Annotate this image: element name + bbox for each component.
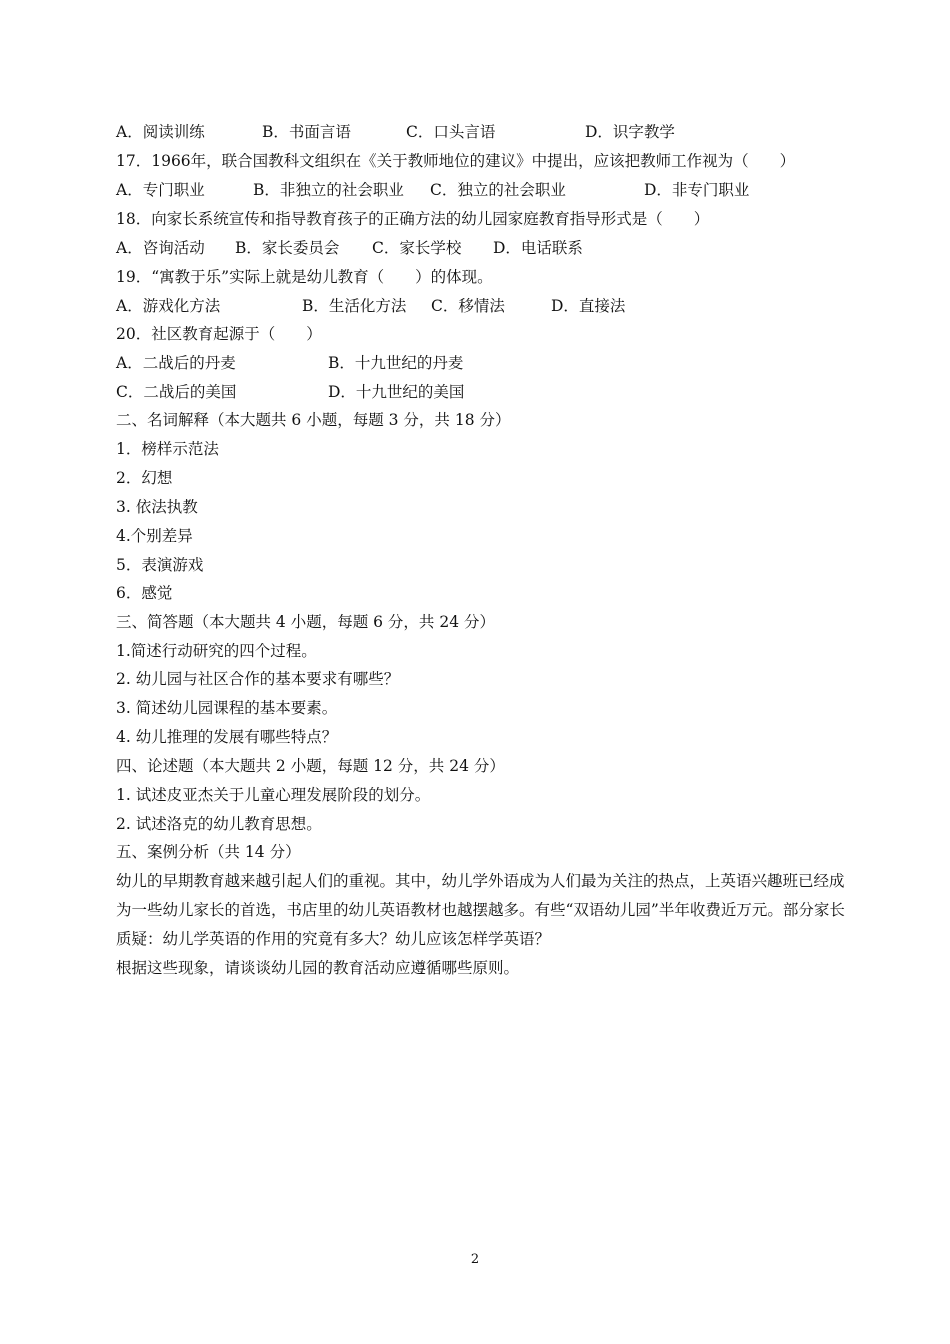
q19-option-d: D．直接法 — [551, 297, 626, 315]
q16-option-c: C．口头言语 — [406, 123, 496, 141]
section4-item: 2. 试述洛克的幼儿教育思想。 — [116, 815, 322, 833]
q17-option-d: D．非专门职业 — [644, 181, 750, 199]
q16-option-a: A．阅读训练 — [116, 123, 205, 141]
q20-option-b: B．十九世纪的丹麦 — [328, 354, 464, 372]
q18-option-c: C．家长学校 — [372, 239, 462, 257]
q19-option-b: B．生活化方法 — [302, 297, 407, 315]
q20-stem: 20．社区教育起源于（ ） — [116, 325, 322, 343]
section2-item: 5．表演游戏 — [116, 556, 204, 574]
q20-option-c: C．二战后的美国 — [116, 383, 237, 401]
page-number: 2 — [470, 1252, 480, 1267]
section3-item: 3. 简述幼儿园课程的基本要素。 — [116, 699, 338, 717]
section4-item: 1. 试述皮亚杰关于儿童心理发展阶段的划分。 — [116, 786, 431, 804]
q19-stem: 19．“寓教于乐”实际上就是幼儿教育（ ）的体现。 — [116, 268, 493, 286]
q16-option-d: D．识字教学 — [585, 123, 675, 141]
section2-item: 1．榜样示范法 — [116, 440, 219, 458]
section2-item: 4.个别差异 — [116, 527, 193, 545]
q18-option-d: D．电话联系 — [493, 239, 583, 257]
q18-option-b: B．家长委员会 — [235, 239, 340, 257]
section3-item: 1.简述行动研究的四个过程。 — [116, 642, 317, 660]
case-text: 幼儿的早期教育越来越引起人们的重视。其中，幼儿学外语成为人们最为关注的热点，上英语兴趣班已经成为一些幼儿家长的首选，书店里的幼儿英语教材也越摆越多。有些“双语幼儿园”半年收费近万元。部分家长质疑：幼儿学英语的作用的究竟有多大？幼儿应该怎样学英语？ — [116, 872, 845, 948]
q18-stem: 18．向家长系统宣传和指导教育孩子的正确方法的幼儿园家庭教育指导形式是（ ） — [116, 210, 710, 228]
q20-option-a: A．二战后的丹麦 — [116, 354, 236, 372]
q20-option-d: D．十九世纪的美国 — [328, 383, 465, 401]
q17-option-b: B．非独立的社会职业 — [253, 181, 404, 199]
section2-item: 2．幻想 — [116, 469, 173, 487]
section3-item: 2. 幼儿园与社区合作的基本要求有哪些？ — [116, 670, 400, 688]
q19-option-c: C．移情法 — [431, 297, 505, 315]
section3-item: 4. 幼儿推理的发展有哪些特点？ — [116, 728, 338, 746]
case-question: 根据这些现象，请谈谈幼儿园的教育活动应遵循哪些原则。 — [116, 959, 520, 977]
section3-title: 三、简答题（本大题共 4 小题，每题 6 分，共 24 分） — [116, 613, 496, 631]
q17-option-a: A．专门职业 — [116, 181, 205, 199]
q17-stem: 17．1966年，联合国教科文组织在《关于教师地位的建议》中提出，应该把教师工作视为（ ） — [116, 152, 796, 170]
section2-item: 6．感觉 — [116, 584, 173, 602]
section2-item: 3. 依法执教 — [116, 498, 198, 516]
q18-option-a: A．咨询活动 — [116, 239, 205, 257]
q16-option-b: B．书面言语 — [262, 123, 351, 141]
section2-title: 二、名词解释（本大题共 6 小题，每题 3 分，共 18 分） — [116, 411, 511, 429]
section5-title: 五、案例分析（共 14 分） — [116, 843, 301, 861]
q17-option-c: C．独立的社会职业 — [430, 181, 566, 199]
q19-option-a: A．游戏化方法 — [116, 297, 221, 315]
section4-title: 四、论述题（本大题共 2 小题，每题 12 分，共 24 分） — [116, 757, 505, 775]
